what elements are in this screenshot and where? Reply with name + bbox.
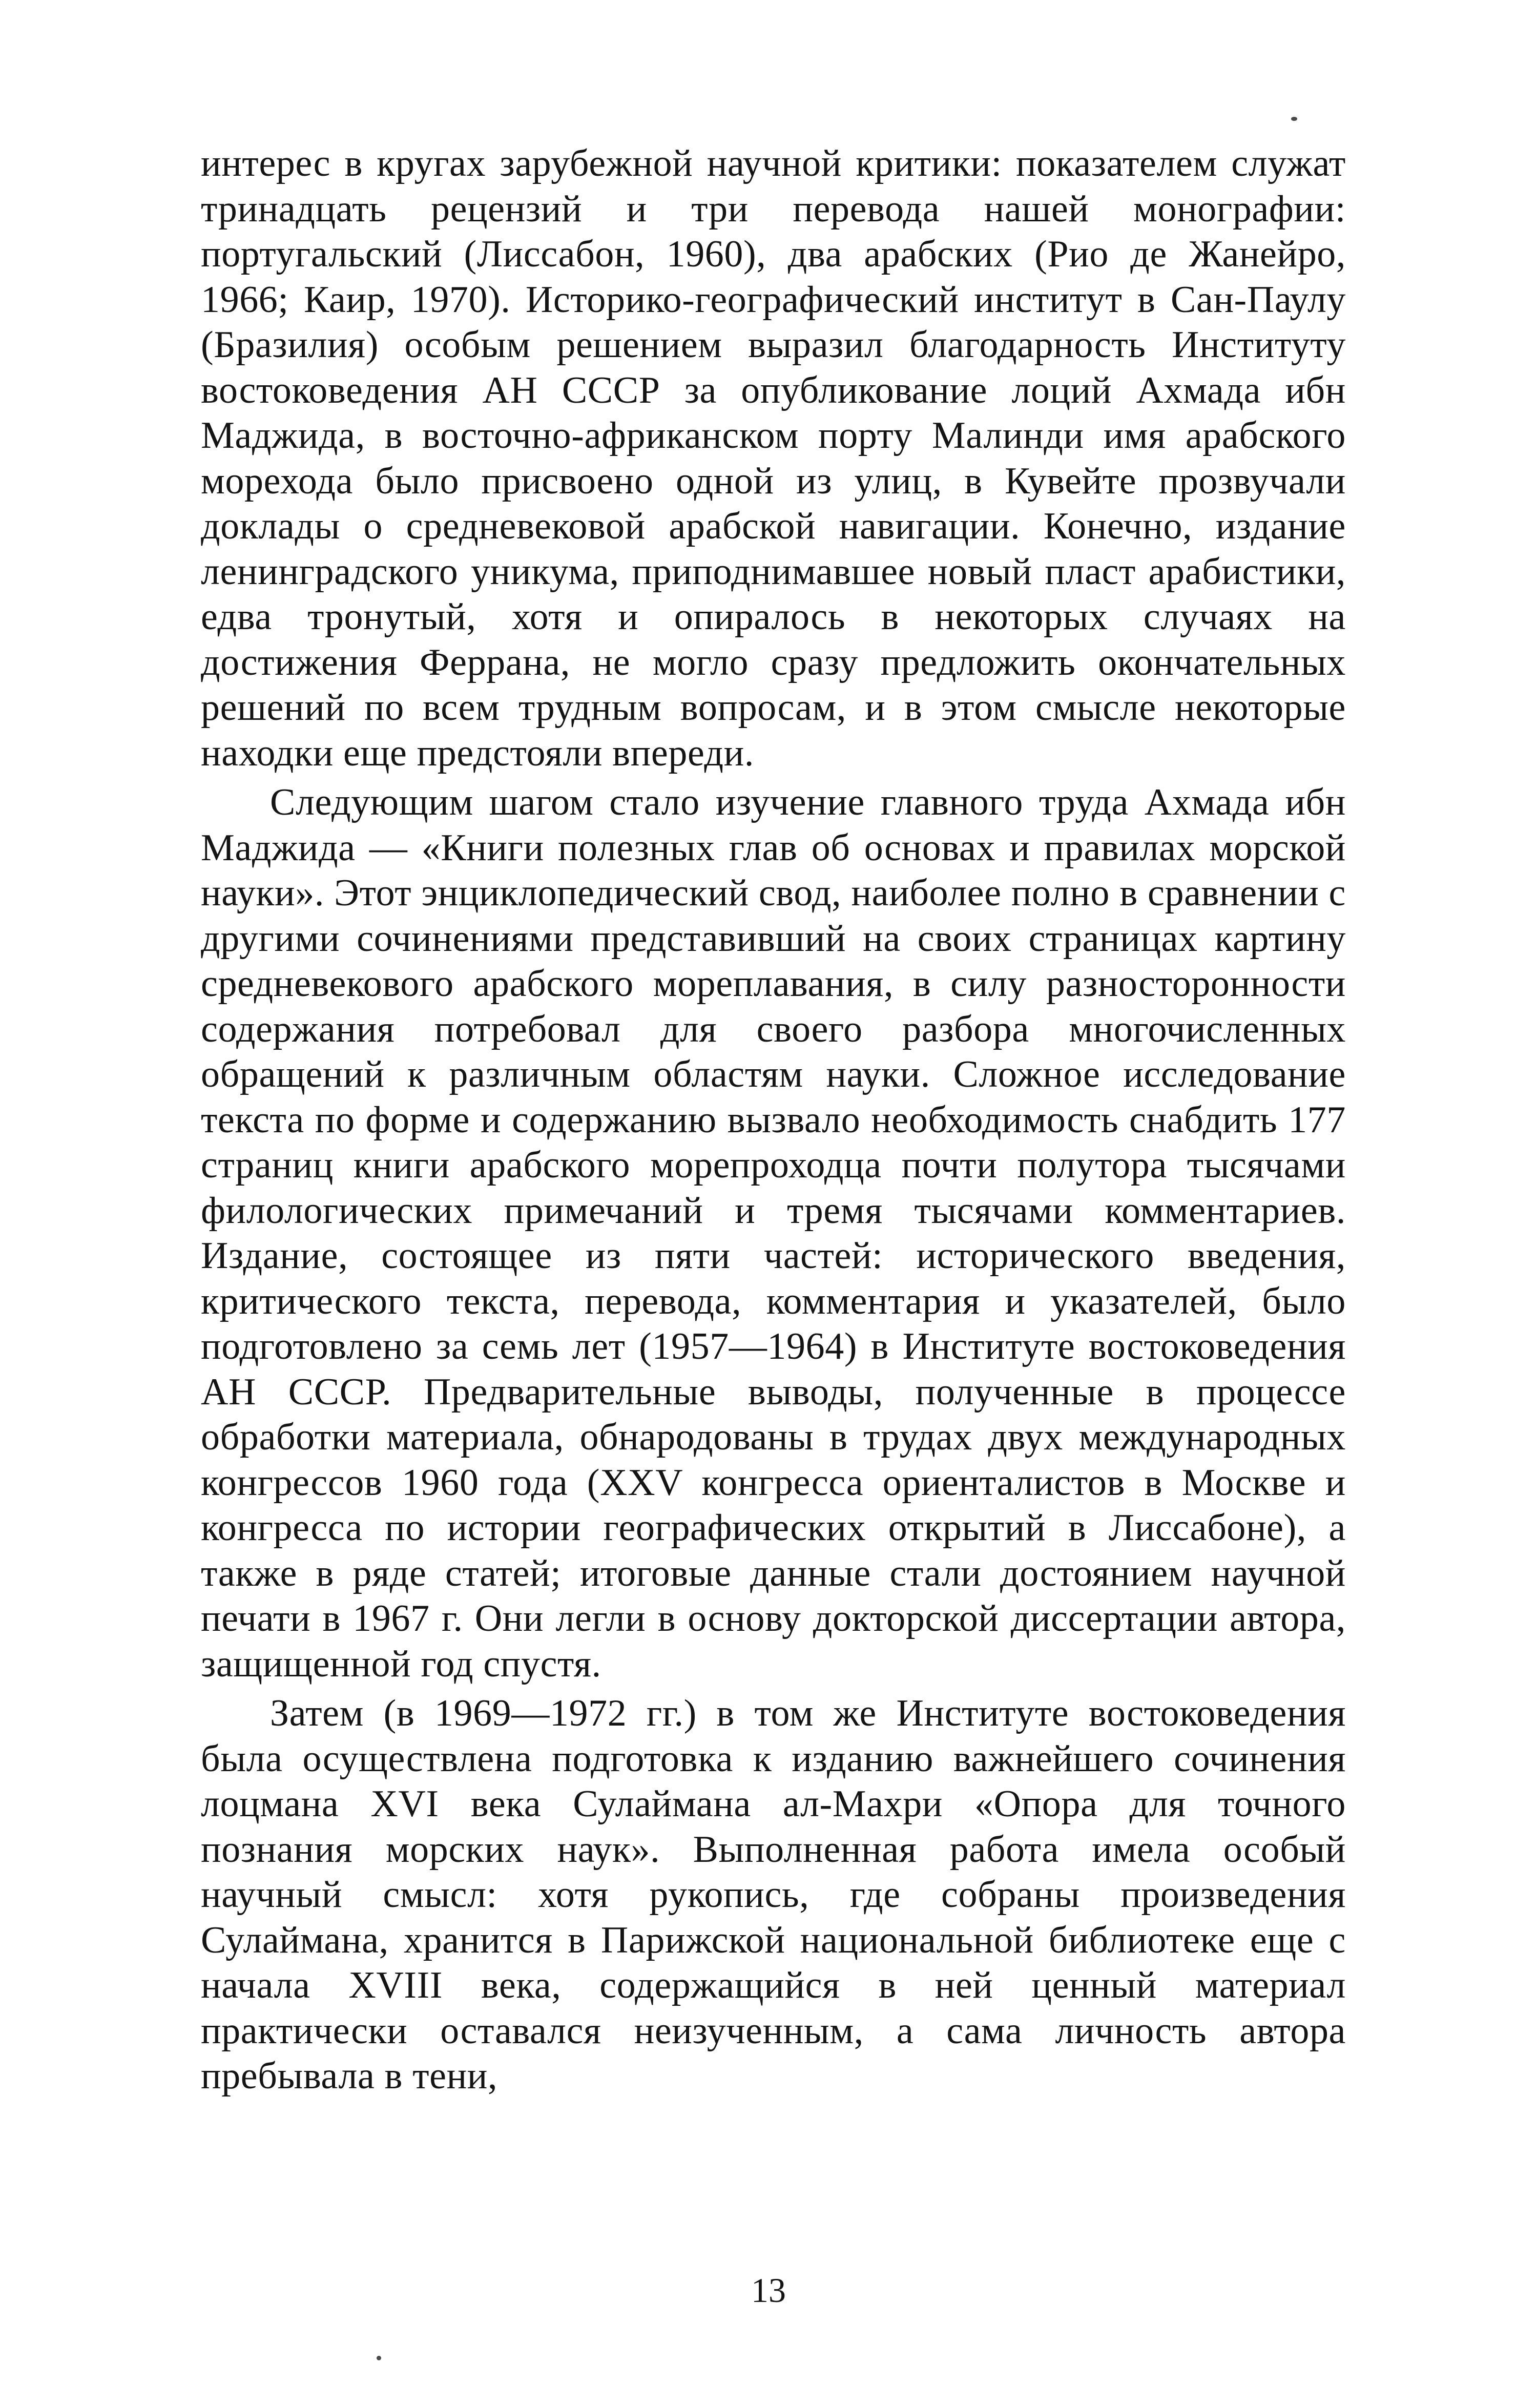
paragraph-2: Следующим шагом стало изучение главного труда Ахмада ибн Маджида — «Книги полезных глав об основах и правилах морской науки». Этот энциклопедический свод, наиболее полно в сравнении с другими сочинениями представивший на своих страницах картину средневекового арабского мореплавания, в силу разносторонности содержания потребовал для своего разбора многочисленных обращений к различным областям науки. Сложное исследование текста по форме и содержанию вызвало необходимость снабдить 177 страниц книги арабского морепроходца почти полутора тысячами филологических примечаний и тремя тысячами комментариев. Издание, состоящее из пяти частей: исторического введения, критического текста, перевода, комментария и указателей, было подготовлено за семь лет (1957—1964) в Институте востоковедения АН СССР. Предварительные выводы, полученные в процессе обработки материала, обнародованы в трудах двух международных конгрессов 1960 года (XXV конгресса ориенталистов в Москве и конгресса по истории географических открытий в Лиссабоне), а также в ряде статей; итоговые данные стали достоянием научной печати в 1967 г. Они легли в основу докторской диссертации автора, защищенной год спустя. xyxy=(201,781,1346,1685)
page-number: 13 xyxy=(751,2271,786,2310)
paragraph-3: Затем (в 1969—1972 гг.) в том же Институте востоковедения была осуществлена подготовка к изданию важнейшего сочинения лоцмана XVI века Сулаймана ал-Махри «Опора для точного познания морских наук». Выполненная работа имела особый научный смысл: хотя рукопись, где собраны произведения Сулаймана, хранится в Парижской национальной библиотеке еще с начала XVIII века, содержащийся в ней ценный материал практически оставался неизученным, а сама личность автора пребывала в тени, xyxy=(201,1692,1346,2097)
print-speck xyxy=(1291,117,1297,121)
body-text xyxy=(201,141,1346,2099)
print-speck xyxy=(377,2356,381,2360)
paragraph-1: интерес в кругах зарубежной научной критики: показателем служат тринадцать рецензий и три перевода нашей монографии: португальский (Лиссабон, 1960), два арабских (Рио де Жанейро, 1966; Каир, 1970). Историко-географический институт в Сан-Паулу (Бразилия) особым решением выразил благодарность Институту востоковедения АН СССР за опубликование лоций Ахмада ибн Маджида, в восточно-африканском порту Малинди имя арабского морехода было присвоено одной из улиц, в Кувейте прозвучали доклады о средневековой арабской навигации. Конечно, издание ленинградского уникума, приподнимавшее новый пласт арабистики, едва тронутый, хотя и опиралось в некоторых случаях на достижения Феррана, не могло сразу предложить окончательных решений по всем трудным вопросам, и в этом смысле некоторые находки еще предстояли впереди. xyxy=(201,142,1346,774)
